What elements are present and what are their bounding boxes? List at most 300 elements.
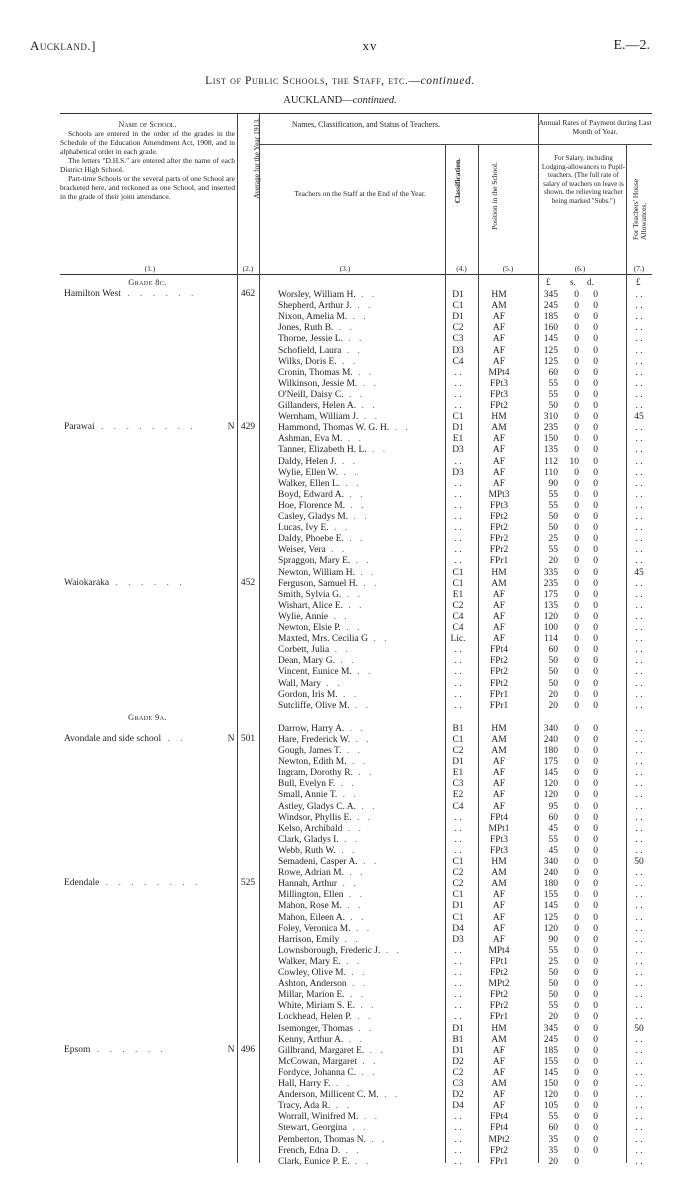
leader-dots: . . (334, 656, 357, 667)
teacher-classification: . . (454, 1123, 462, 1134)
leader-dots: . . (325, 545, 348, 556)
salary-shillings: 0 (574, 945, 579, 956)
teacher-classification: D1 (452, 1045, 464, 1056)
teacher-classification: . . (454, 845, 462, 856)
salary-pence: 0 (593, 1023, 598, 1034)
school-name-text: Edendale (64, 878, 100, 889)
leader-dots: . . . . . . . . (99, 878, 202, 889)
salary-pence: 0 (593, 945, 598, 956)
teacher-position: AM (491, 301, 507, 312)
salary-pence: 0 (593, 934, 598, 945)
house-allowance: . . (635, 801, 643, 812)
teacher-position: FPr1 (489, 1156, 509, 1167)
leader-dots: . . (333, 323, 355, 334)
salary-pounds: 150 (543, 434, 558, 445)
leader-dots: . . (343, 1034, 365, 1045)
salary-shillings: 0 (574, 345, 579, 356)
teacher-position: AF (492, 600, 506, 611)
salary-shillings: 0 (574, 500, 579, 511)
teacher-position: AF (492, 790, 506, 801)
salary-pence: 0 (593, 768, 598, 779)
salary-pence: 0 (593, 678, 598, 689)
teacher-position: FPt2 (490, 678, 508, 689)
teacher-position: HM (491, 567, 507, 578)
teacher-position: MPt2 (488, 979, 510, 990)
teacher-name-text: O'Neill, Daisy C. (278, 389, 344, 400)
salary-shillings: 0 (574, 757, 579, 768)
leader-dots: . . (350, 734, 372, 745)
salary-pence: 0 (593, 779, 598, 790)
house-allowance: . . (635, 968, 643, 978)
teacher-name-text: Ashton, Anderson (278, 979, 347, 990)
house-allowance: . . (635, 523, 643, 534)
currency-pence: d. (587, 277, 594, 287)
col1-title: Name of School. (118, 120, 177, 129)
col-divider (478, 144, 479, 274)
col-divider (445, 144, 446, 274)
salary-shillings: 0 (574, 1090, 579, 1101)
teacher-position: AF (492, 768, 506, 779)
salary-pounds: 20 (548, 689, 558, 700)
salary-pence: 0 (593, 1067, 598, 1078)
leader-dots: . . (346, 1123, 369, 1134)
teacher-position: AF (492, 779, 506, 790)
salary-pounds: 160 (543, 323, 558, 334)
teacher-name-text: Kelso, Archibald (278, 823, 343, 834)
house-allowance: . . (635, 723, 643, 734)
teacher-classification: C2 (452, 600, 464, 611)
school-average: 452 (240, 577, 256, 588)
teacher-classification: . . (454, 367, 462, 378)
teacher-classification: E1 (452, 434, 464, 445)
teacher-classification: . . (454, 812, 462, 823)
leader-dots: . . (356, 1067, 378, 1078)
salary-shillings: 0 (574, 378, 579, 389)
teacher-name-text: Mahon, Rose M. (278, 901, 342, 912)
salary-pence: 0 (593, 290, 598, 300)
teacher-classification: . . (454, 678, 462, 689)
teacher-position: AF (492, 801, 506, 812)
school-name-text: Hamilton West (64, 289, 121, 299)
teacher-classification: . . (454, 968, 462, 978)
salary-pence: 0 (593, 1090, 598, 1101)
house-allowance: . . (635, 768, 643, 779)
teacher-classification: . . (454, 667, 462, 678)
teacher-name-text: Gough, James T. (278, 746, 342, 756)
teacher-position: FPt3 (490, 845, 508, 856)
teacher-name-text: Corbett, Julia (278, 645, 330, 656)
salary-shillings: 0 (574, 1112, 579, 1123)
salary-shillings: 0 (574, 667, 579, 678)
salary-pounds: 175 (543, 589, 558, 600)
leader-dots: . . (343, 600, 365, 611)
salary-pounds: 55 (548, 378, 558, 389)
teacher-classification: D1 (452, 757, 464, 768)
leader-dots: . . (337, 790, 359, 801)
salary-shillings: 0 (574, 645, 579, 656)
teacher-classification: . . (454, 1112, 462, 1123)
teacher-classification: C1 (452, 734, 464, 745)
teacher-position: AF (492, 623, 506, 633)
teacher-position: AF (492, 901, 506, 912)
leader-dots: . . (342, 334, 365, 345)
salary-shillings: 0 (574, 434, 579, 445)
title-italic: continued. (420, 75, 475, 87)
leader-dots: . . (342, 434, 364, 445)
salary-pounds: 180 (543, 879, 558, 890)
col4-number: (4.) (456, 264, 467, 273)
house-allowance: . . (635, 868, 643, 879)
col1-number: (1.) (144, 264, 156, 273)
teacher-classification: D3 (452, 467, 464, 478)
col-divider (626, 144, 627, 274)
grade-heading: Grade 8c. (128, 277, 167, 287)
teacher-name-text: Stewart, Georgina (278, 1123, 347, 1134)
teacher-classification: . . (454, 823, 462, 834)
col1-note-3: Part-time Schools or the several parts of one School are bracketed here, and reckoned as one School, and inserted in the grade of their joint attendance. (60, 174, 235, 201)
teacher-name-text: Newton, Elsie P. (278, 623, 341, 633)
teacher-name-text: Windsor, Phyllis E. (278, 812, 352, 823)
teacher-name-text: Nixon, Amelia M. (278, 312, 348, 323)
teacher-name-text: Hare, Frederick W. (278, 734, 351, 745)
salary-pounds: 55 (548, 389, 558, 400)
school-average: 429 (240, 422, 256, 433)
salary-pounds: 25 (548, 534, 558, 545)
col2-header: Average for the Year 1913. (252, 118, 261, 199)
leader-dots: . . (349, 1156, 372, 1167)
salary-pounds: 125 (543, 345, 558, 356)
leader-dots: . . (350, 923, 373, 934)
teacher-name-text: Wernham, William J. (278, 412, 359, 423)
salary-pounds: 100 (543, 623, 558, 633)
salary-pence: 0 (593, 1045, 598, 1056)
col-divider (259, 114, 260, 274)
teacher-position: FPt4 (490, 645, 508, 656)
leader-dots: . . (347, 312, 369, 323)
teacher-position: MPt2 (488, 1134, 510, 1145)
leader-dots: . . (329, 645, 351, 656)
house-allowance: . . (635, 589, 643, 600)
house-allowance: . . (635, 934, 643, 945)
teacher-name-text: Lownsborough, Frederic J. (278, 945, 381, 956)
salary-shillings: 0 (574, 323, 579, 334)
salary-shillings: 0 (574, 857, 579, 867)
house-allowance: . . (635, 678, 643, 689)
salary-pounds: 120 (543, 1090, 558, 1101)
salary-shillings: 0 (574, 367, 579, 378)
house-allowance: . . (635, 1045, 643, 1056)
leader-dots: . . (364, 1045, 386, 1056)
teacher-name-text: Thorne, Jessie L. (278, 334, 343, 345)
salary-pounds: 60 (548, 1123, 558, 1134)
teacher-classification: C2 (452, 1067, 464, 1078)
salary-pounds: 245 (543, 301, 558, 312)
salary-pounds: 50 (548, 990, 558, 1001)
house-allowance: . . (635, 434, 643, 445)
teacher-classification: B1 (452, 723, 464, 734)
teacher-classification: C3 (452, 779, 464, 790)
leader-dots: . . (343, 868, 366, 879)
teacher-name-text: Ferguson, Samuel H. (278, 578, 359, 589)
house-allowance: . . (635, 556, 643, 567)
teacher-classification: D1 (452, 1023, 464, 1034)
col3-subheader: Teachers on the Staff at the End of the Year. (294, 189, 426, 198)
leader-dots: . . (344, 723, 366, 734)
leader-dots: . . (330, 1079, 353, 1089)
house-allowance: . . (635, 500, 643, 511)
house-allowance: . . (635, 389, 643, 400)
teacher-name-text: Vincent, Eunice M. (278, 667, 352, 678)
salary-pounds: 50 (548, 401, 558, 411)
house-allowance: . . (635, 734, 643, 745)
salary-pence: 0 (593, 1079, 598, 1089)
teacher-position: AM (491, 1034, 507, 1045)
salary-pence: 0 (593, 1134, 598, 1145)
leader-dots: . . (365, 1134, 388, 1145)
teacher-position: AF (492, 890, 506, 901)
salary-pence: 0 (593, 1123, 598, 1134)
salary-pence: 0 (593, 1112, 598, 1123)
salary-shillings: 0 (574, 589, 579, 600)
school-average: 525 (240, 878, 256, 889)
teacher-classification: C1 (452, 412, 464, 423)
leader-dots: . . . . . . (120, 289, 198, 299)
house-allowance: . . (635, 656, 643, 667)
house-allowance: . . (635, 301, 643, 312)
teacher-classification: C1 (452, 912, 464, 923)
leader-dots: . . (341, 589, 363, 600)
salary-shillings: 0 (574, 1067, 579, 1078)
teacher-position: AM (491, 734, 507, 745)
salary-shillings: 0 (574, 1023, 579, 1034)
house-allowance: . . (635, 1134, 643, 1145)
leader-dots: . . (338, 834, 361, 845)
salary-shillings: 0 (574, 845, 579, 856)
salary-shillings: 0 (574, 1079, 579, 1089)
salary-pounds: 145 (543, 768, 558, 779)
leader-dots: . . (345, 500, 367, 511)
salary-pence: 0 (593, 1056, 598, 1067)
teacher-position: FPt2 (490, 990, 508, 1001)
salary-pounds: 120 (543, 779, 558, 790)
salary-pence: 0 (593, 1034, 598, 1045)
salary-pence: 0 (593, 923, 598, 934)
teacher-classification: . . (454, 656, 462, 667)
salary-shillings: 0 (574, 746, 579, 756)
house-allowance: . . (635, 423, 643, 434)
teacher-classification: . . (454, 1156, 462, 1167)
teacher-position: AF (492, 1067, 506, 1078)
col5-header: Position in the School. (490, 162, 499, 230)
salary-pounds: 35 (548, 1134, 558, 1145)
teacher-position: FPt4 (490, 1112, 508, 1123)
salary-pounds: 185 (543, 312, 558, 323)
teacher-name-text: Wilks, Doris E. (278, 356, 337, 367)
salary-shillings: 0 (574, 512, 579, 522)
teacher-name-text: Fordyce, Johanna C. (278, 1067, 357, 1078)
teacher-name-text: Hall, Harry F. (278, 1079, 331, 1089)
teacher-name-text: Lucas, Ivy E. (278, 523, 329, 534)
salary-pence: 0 (593, 1101, 598, 1112)
salary-pounds: 90 (548, 478, 558, 489)
teacher-name-text: Hoe, Florence M. (278, 500, 346, 511)
teacher-classification: . . (454, 523, 462, 534)
house-allowance: . . (635, 534, 643, 545)
house-allowance: 45 (634, 567, 644, 578)
salary-shillings: 0 (574, 1123, 579, 1134)
salary-shillings: 0 (574, 567, 579, 578)
col3-header: Names, Classification, and Status of Teachers. (291, 120, 441, 129)
salary-pounds: 55 (548, 500, 558, 511)
leader-dots: . . (338, 467, 360, 478)
salary-pence: 0 (593, 434, 598, 445)
teacher-name-text: Harrison, Emily (278, 934, 340, 945)
teacher-classification: D3 (452, 934, 464, 945)
salary-pence: 0 (593, 401, 598, 411)
house-allowance: . . (635, 757, 643, 768)
salary-shillings: 0 (574, 623, 579, 633)
teacher-classification: C2 (452, 323, 464, 334)
teacher-name-text: Boyd, Edward A. (278, 489, 344, 500)
salary-pounds: 105 (543, 1101, 558, 1112)
teacher-classification: C4 (452, 801, 464, 812)
leader-dots: . . (349, 700, 372, 711)
salary-shillings: 0 (574, 1056, 579, 1067)
salary-pounds: 125 (543, 912, 558, 923)
salary-shillings: 0 (574, 689, 579, 700)
teacher-classification: . . (454, 645, 462, 656)
salary-pence: 0 (593, 301, 598, 312)
salary-pounds: 310 (543, 412, 558, 423)
currency-shillings: s. (570, 277, 576, 287)
salary-shillings: 0 (574, 890, 579, 901)
teacher-position: FPt3 (490, 378, 508, 389)
teacher-position: HM (491, 723, 507, 734)
leader-dots: . . (351, 1012, 374, 1023)
house-allowance: . . (635, 356, 643, 367)
teacher-name-text: Weiser, Vera (278, 545, 326, 556)
teacher-name-text: Worsley, William H. (278, 290, 356, 300)
salary-shillings: 0 (574, 1156, 579, 1167)
leader-dots: . . (348, 512, 370, 522)
teacher-name-text: Bull, Evelyn F. (278, 779, 336, 790)
salary-pounds: 50 (548, 656, 558, 667)
teacher-name-text: Wylie, Annie (278, 611, 329, 622)
salary-shillings: 0 (574, 489, 579, 500)
salary-shillings: 0 (574, 578, 579, 589)
salary-pounds: 55 (548, 945, 558, 956)
salary-pence: 0 (593, 412, 598, 423)
col5-number: (5.) (502, 264, 514, 273)
salary-shillings: 0 (574, 812, 579, 823)
salary-pence: 0 (593, 990, 598, 1001)
salary-pence: 0 (593, 823, 598, 834)
house-allowance: . . (635, 623, 643, 633)
salary-pence: 0 (593, 389, 598, 400)
salary-pounds: 20 (548, 556, 558, 567)
leader-dots: . . (366, 445, 389, 456)
teacher-classification: C2 (452, 746, 464, 756)
salary-shillings: 0 (574, 634, 579, 645)
leader-dots: . . (340, 478, 362, 489)
teacher-name-text: Isemonger, Thomas (278, 1023, 353, 1034)
salary-shillings: 0 (574, 478, 579, 489)
teacher-classification: C1 (452, 857, 464, 867)
salary-shillings: 0 (574, 356, 579, 367)
leader-dots: . . (355, 567, 377, 578)
salary-pence: 0 (593, 868, 598, 879)
teacher-classification: . . (454, 500, 462, 511)
teacher-position: FPt4 (490, 812, 508, 823)
teacher-classification: C4 (452, 356, 464, 367)
salary-shillings: 0 (574, 790, 579, 801)
teacher-classification: . . (454, 389, 462, 400)
salary-pounds: 145 (543, 901, 558, 912)
subtitle-main: AUCKLAND— (283, 95, 353, 106)
col6-header: Annual Rates of Payment during Last Month of Year. (538, 118, 652, 136)
header-left: Auckland.] (30, 38, 96, 53)
house-allowance: . . (635, 1123, 643, 1134)
salary-pounds: 55 (548, 489, 558, 500)
salary-shillings: 0 (574, 556, 579, 567)
teacher-name-text: Webb, Ruth W. (278, 845, 336, 856)
leader-dots: . . (346, 979, 369, 990)
house-allowance: . . (635, 956, 643, 967)
teacher-position: AM (491, 746, 507, 756)
teacher-position: FPt4 (490, 1123, 508, 1134)
house-allowance: . . (635, 312, 643, 323)
teacher-name-text: Clark, Gladys I. (278, 834, 339, 845)
leader-dots: . . (344, 990, 367, 1001)
salary-pounds: 345 (543, 1023, 558, 1034)
salary-pence: 0 (593, 857, 598, 867)
teacher-classification: E1 (452, 589, 464, 600)
teacher-classification: . . (454, 1012, 462, 1023)
salary-shillings: 0 (574, 1001, 579, 1012)
salary-pounds: 60 (548, 645, 558, 656)
teacher-name-text: Hannah, Arthur (278, 879, 338, 890)
teacher-name-text: Schofield, Laura (278, 345, 342, 356)
salary-shillings: 0 (574, 723, 579, 734)
salary-shillings: 0 (574, 301, 579, 312)
salary-pounds: 20 (548, 700, 558, 711)
leader-dots: . . (343, 489, 366, 500)
salary-shillings: 0 (574, 678, 579, 689)
teacher-name-text: Casley, Gladys M. (278, 512, 349, 522)
salary-pence: 0 (593, 456, 598, 467)
teacher-position: AF (492, 334, 506, 345)
salary-pence: 0 (593, 445, 598, 456)
salary-shillings: 0 (574, 611, 579, 622)
currency-pounds-allowance: £ (636, 277, 641, 287)
teacher-position: FPr2 (489, 1001, 509, 1012)
teacher-position: FPt2 (490, 656, 508, 667)
leader-dots: . . (335, 845, 358, 856)
teacher-classification: C2 (452, 879, 464, 890)
col7-number: (7.) (633, 264, 645, 273)
leader-dots: . . (340, 623, 363, 633)
salary-pence: 0 (593, 623, 598, 633)
col3-number: (3.) (339, 264, 351, 273)
teacher-position: AM (491, 879, 507, 890)
salary-shillings: 0 (574, 334, 579, 345)
salary-shillings: 0 (574, 879, 579, 890)
salary-pounds: 50 (548, 512, 558, 522)
teacher-name-text: Gillanders, Helen A. (278, 401, 357, 411)
salary-pounds: 20 (548, 1156, 558, 1167)
salary-pence: 0 (593, 556, 598, 567)
teacher-position: FPr1 (489, 689, 509, 700)
